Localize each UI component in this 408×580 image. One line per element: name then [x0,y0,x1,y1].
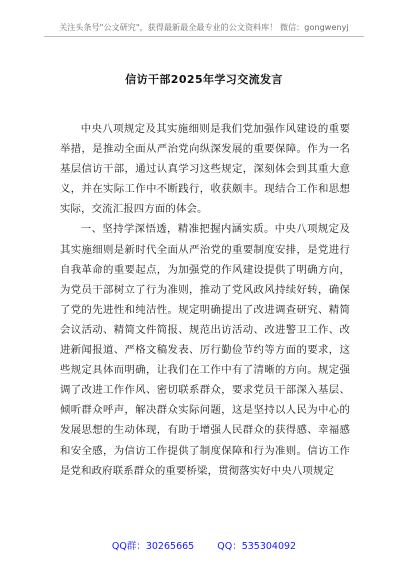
document-body [60,119,350,481]
qq-group: QQ群：30265665 [111,541,195,552]
paragraph: 一、坚持学深悟透，精准把握内涵实质。中央八项规定及其实施细则是新时代全面从严治党的重要制度安排，是党进行自我革命的重要起点，为加强党的作风建设提供了明确方向，为党员干部树立了行为准则，推动了党风政风持续好转，确保了党的先进性和纯洁性。规定明确提出了改进调查研究、精简会议活动、精简文件简报、规范出访活动、改进警卫工作、改进新闻报道、严格文稿发表、厉行勤俭节约等方面的要求，这些规定具体而明确，让我们在工作中有了清晰的方向。规定强调了改进工作作风、密切联系群众，要求党员干部深入基层、倾听群众呼声，解决群众实际问题，这是坚持以人民为中心的发展思想的生动体现，有助于增强人民群众的获得感、幸福感和安全感，为信访工作提供了制度保障和行为准则。信访工作是党和政府联系群众的重要桥梁，贯彻落实好中央八项规定 [60,223,350,477]
qq-number: QQ：535304092 [217,541,297,552]
paragraph: 中央八项规定及其实施细则是我们党加强作风建设的重要举措，是推动全面从严治党向纵深发展的重要保障。作为一名基层信访干部，通过认真学习这些规定，深刻体会到其重大意义，并在实际工作中不断践行，收获颇丰。现结合工作和思想实际，交流汇报四方面的体会。 [60,123,350,216]
document-title: 信访干部2025年学习交流发言 [125,73,283,86]
footer-contact [0,538,408,552]
header-banner: 关注头条号"公文研究"，获得最新最全最专业的公文资料库！ 微信：gongwenyj [59,23,349,32]
header-divider [44,36,364,37]
